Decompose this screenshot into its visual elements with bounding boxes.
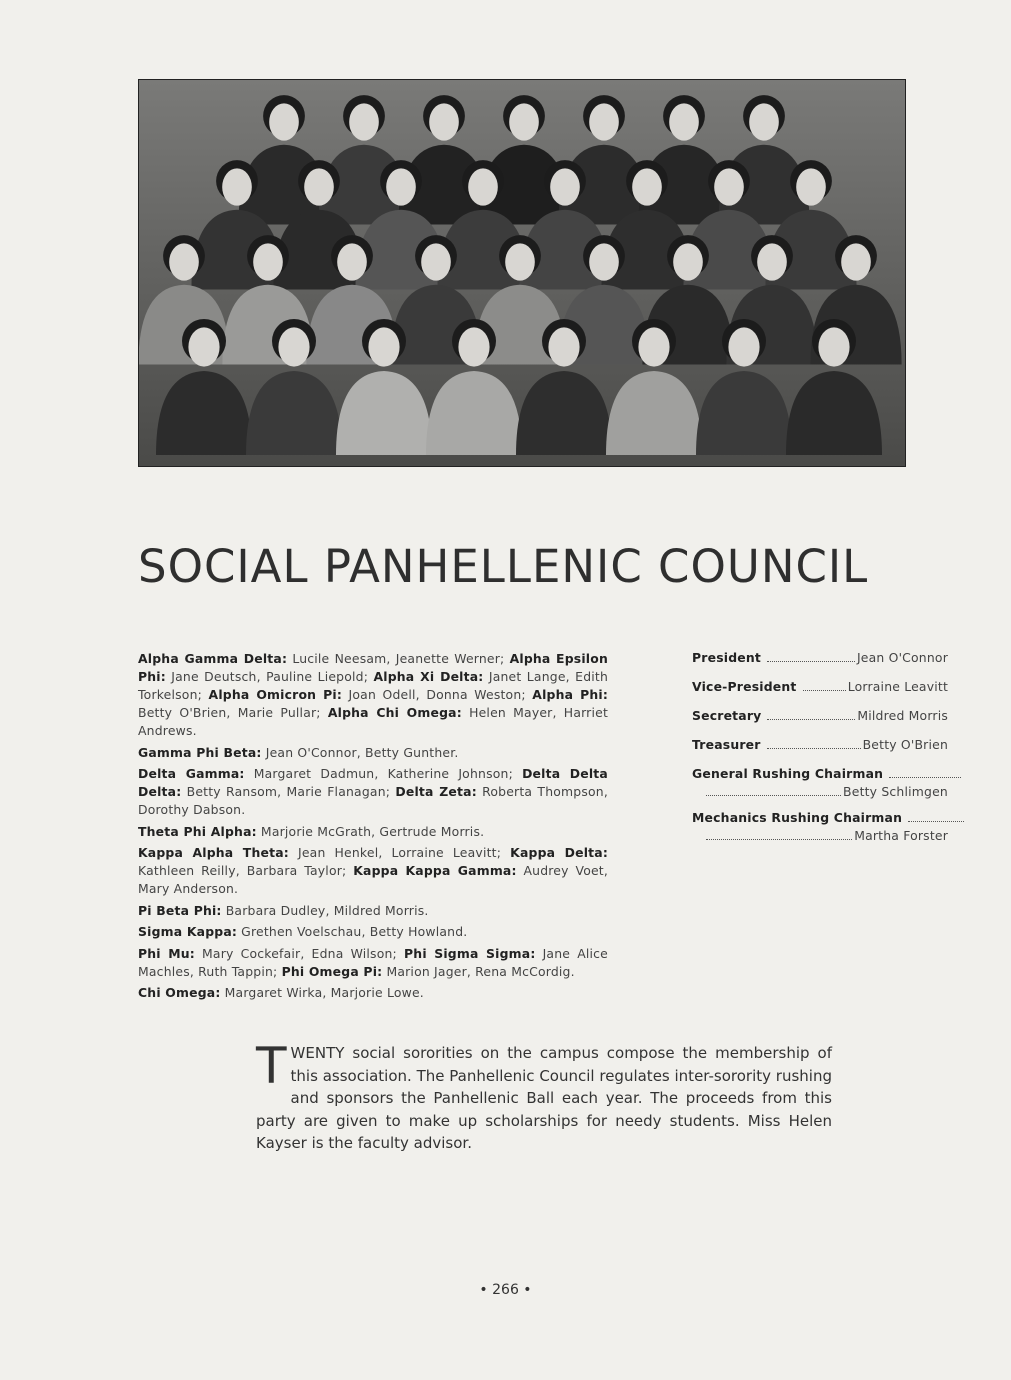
- member-names: Marjorie McGrath, Gertrude Morris.: [256, 823, 485, 839]
- figure-face: [728, 327, 759, 366]
- sorority-name: Sigma Kappa:: [138, 924, 238, 939]
- member-paragraph: [138, 945, 608, 981]
- officer-president: President Jean O'Connor: [692, 650, 948, 665]
- member-paragraph: [138, 844, 608, 898]
- figure-face: [638, 327, 669, 366]
- figure-face: [468, 168, 498, 205]
- officer-general-rushing: General Rushing Chairman Betty Schlimgen: [692, 766, 948, 802]
- figure-face: [368, 327, 399, 366]
- figure-face: [429, 103, 459, 140]
- narrative-text: WENTY social sororities on the campus compose the membership of this association. The Panhellenic Council regulates inter-sorority rushing and sponsors the Panhellenic Ball each year. The proceeds from this party are given to make up scholarships for needy students. Miss Helen Kayser is the faculty advisor.: [256, 1044, 832, 1152]
- group-photo: [138, 79, 906, 467]
- member-paragraph: [138, 744, 608, 762]
- sorority-name: Theta Phi Alpha:: [138, 823, 257, 839]
- member-names: Helen Mayer, Harriet Andrews.: [138, 705, 609, 738]
- member-list: [138, 650, 608, 1006]
- figure-face: [278, 327, 309, 366]
- sorority-name: Kappa Kappa Gamma:: [353, 863, 517, 878]
- sorority-name: Alpha Phi:: [532, 687, 608, 702]
- member-paragraph: [138, 823, 608, 841]
- member-names: Janet Lange, Edith Torkelson;: [138, 669, 609, 702]
- member-paragraph: [138, 902, 608, 920]
- figure-face: [188, 327, 219, 366]
- member-names: Betty Ransom, Marie Flanagan;: [181, 784, 396, 799]
- figure-face: [749, 103, 779, 140]
- sorority-name: Pi Beta Phi:: [138, 902, 222, 918]
- sorority-name: Delta Gamma:: [138, 766, 245, 781]
- figure-face: [505, 243, 535, 280]
- sorority-name: Chi Omega:: [138, 985, 221, 1000]
- sorority-name: Kappa Alpha Theta:: [138, 845, 289, 860]
- figure-face: [386, 168, 416, 205]
- figure-face: [757, 243, 787, 280]
- figure-face: [796, 168, 826, 205]
- member-names: Margaret Dadmun, Katherine Johnson;: [244, 766, 523, 781]
- figure-face: [421, 243, 451, 280]
- figure-face: [304, 168, 334, 205]
- figure-face: [509, 103, 539, 140]
- officer-secretary: Secretary Mildred Morris: [692, 708, 948, 723]
- member-names: Roberta Thompson, Dorothy Dabson.: [138, 784, 608, 817]
- figure-face: [337, 243, 367, 280]
- figure-face: [673, 243, 703, 280]
- figure-face: [269, 103, 299, 140]
- page-number: • 266 •: [479, 1282, 532, 1298]
- member-names: Joan Odell, Donna Weston;: [342, 687, 533, 702]
- officer-list: [692, 650, 948, 854]
- member-paragraph: [138, 650, 608, 740]
- page-title: SOCIAL PANHELLENIC COUNCIL: [138, 540, 869, 593]
- sorority-name: Alpha Chi Omega:: [327, 705, 462, 720]
- drop-cap: T: [256, 1037, 287, 1095]
- sorority-name: Alpha Omicron Pi:: [208, 687, 342, 702]
- member-paragraph: [138, 923, 608, 941]
- figure-face: [222, 168, 252, 205]
- figure-face: [349, 103, 379, 140]
- sorority-name: Delta Zeta:: [395, 784, 477, 799]
- member-names: Grethen Voelschau, Betty Howland.: [237, 924, 468, 939]
- sorority-name: Phi Sigma Sigma:: [404, 945, 536, 961]
- figure-face: [632, 168, 662, 205]
- sorority-name: Phi Mu:: [138, 945, 195, 961]
- officer-mechanics-rushing: Mechanics Rushing Chairman Martha Forster: [692, 810, 948, 846]
- figure-face: [841, 243, 871, 280]
- sorority-name: Delta Delta Delta:: [138, 766, 608, 799]
- figure-face: [589, 103, 619, 140]
- officer-vice-president: Vice-President Lorraine Leavitt: [692, 679, 948, 694]
- figure-face: [458, 327, 489, 366]
- sorority-name: Alpha Epsilon Phi:: [138, 651, 608, 684]
- narrative-paragraph: [256, 1037, 832, 1155]
- figure-face: [714, 168, 744, 205]
- sorority-name: Kappa Delta:: [510, 845, 609, 860]
- member-names: Mary Cockefair, Edna Wilson;: [194, 945, 405, 961]
- member-names: Jane Alice Machles, Ruth Tappin;: [138, 945, 608, 979]
- member-paragraph: [138, 765, 608, 819]
- figure-face: [550, 168, 580, 205]
- sorority-name: Gamma Phi Beta:: [138, 744, 262, 760]
- member-paragraph: [138, 984, 608, 1002]
- figure-face: [169, 243, 199, 280]
- figure-face: [818, 327, 849, 366]
- member-names: Kathleen Reilly, Barbara Taylor;: [138, 863, 354, 878]
- member-names: Margaret Wirka, Marjorie Lowe.: [220, 985, 424, 1000]
- sorority-name: Alpha Gamma Delta:: [138, 651, 288, 666]
- sorority-name: Alpha Xi Delta:: [373, 669, 484, 684]
- figure-face: [669, 103, 699, 140]
- member-names: Audrey Voet, Mary Anderson.: [138, 863, 609, 896]
- group-photo-icon: [139, 80, 905, 466]
- member-names: Marion Jager, Rena McCordig.: [382, 963, 575, 979]
- member-names: Barbara Dudley, Mildred Morris.: [221, 902, 429, 918]
- figure-face: [253, 243, 283, 280]
- figure-face: [548, 327, 579, 366]
- sorority-name: Phi Omega Pi:: [281, 963, 383, 979]
- member-names: Jean Henkel, Lorraine Leavitt;: [288, 845, 511, 860]
- member-names: Betty O'Brien, Marie Pullar;: [138, 705, 328, 720]
- member-names: Jean O'Connor, Betty Gunther.: [261, 744, 459, 760]
- figure-face: [589, 243, 619, 280]
- officer-treasurer: Treasurer Betty O'Brien: [692, 737, 948, 752]
- member-names: Jane Deutsch, Pauline Liepold;: [165, 669, 374, 684]
- member-names: Lucile Neesam, Jeanette Werner;: [287, 651, 510, 666]
